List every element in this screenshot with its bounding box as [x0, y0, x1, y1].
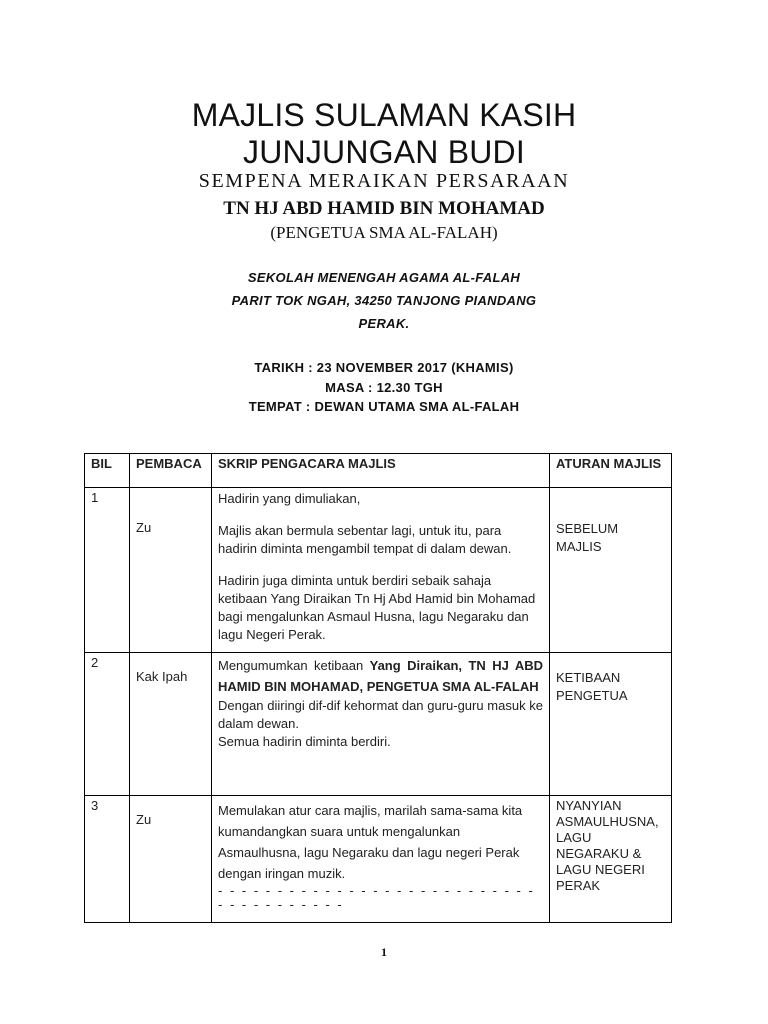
row-1-aturan-cell [550, 488, 672, 653]
row-1-skrip-p2: Majlis akan bermula sebentar lagi, untuk itu, para hadirin diminta mengambil tempat di dalam dewan. [218, 523, 512, 556]
row-3-bil: 3 [85, 796, 130, 923]
row-1-pembaca: Zu [136, 520, 152, 535]
row-1-aturan: SEBELUM MAJLIS [556, 521, 619, 554]
page-number: 1 [381, 945, 387, 959]
row-3-separator: - - - - - - - - - - - - - - - - - - - - - - - - - - - - - - - - - - - - - - [218, 883, 535, 912]
row-3-skrip [212, 796, 550, 923]
header-aturan: ATURAN MAJLIS [550, 454, 672, 488]
row-1-bil: 1 [85, 488, 130, 653]
row-2-skrip-p3: Semua hadirin diminta berdiri. [218, 734, 391, 749]
row-3-aturan-text: NYANYIAN ASMAULHUSNA, LAGU NEGARAKU & LAGU NEGERI PERAK [556, 798, 659, 893]
row-1-skrip-p1: Hadirin yang dimuliakan, [218, 491, 361, 506]
row-3-pembaca: Zu [136, 812, 152, 827]
program-table [84, 453, 672, 923]
header-skrip: SKRIP PENGACARA MAJLIS [212, 454, 550, 488]
header-bil: BIL [85, 454, 130, 488]
honoree-position: (PENGETUA SMA AL-FALAH) [270, 223, 498, 242]
row-1-skrip-p3: Hadirin juga diminta untuk berdiri sebaik sahaja ketibaan Yang Diraikan Tn Hj Abd Hamid bin Mohamad bagi mengalunkan Asmaul Husna, lagu Negaraku dan lagu Negeri Perak. [218, 573, 536, 642]
row-1-pembaca-cell [130, 488, 212, 653]
row-1-skrip [212, 488, 550, 653]
row-2-bil: 2 [85, 653, 130, 796]
row-2-skrip-p1-plain: Mengumumkan ketibaan [218, 658, 370, 673]
row-2-skrip-p2: Dengan diiringi dif-dif kehormat dan guru-guru masuk ke dalam dewan. [218, 698, 543, 731]
table-row [85, 653, 672, 796]
row-2-aturan-cell [550, 653, 672, 796]
row-3-aturan [550, 796, 672, 923]
title-line-1: MAJLIS SULAMAN KASIH [191, 97, 577, 133]
row-3-skrip-p1: Memulakan atur cara majlis, marilah sama-sama kita kumandangkan suara untuk mengalunkan Asmaulhusna, lagu Negaraku dan lagu negeri Perak dengan iringan muzik. [218, 803, 523, 881]
title-line-2: JUNJUNGAN BUDI [243, 134, 525, 170]
school-address-line-2: PERAK. [358, 316, 410, 331]
table-row [85, 488, 672, 653]
row-2-skrip [212, 653, 550, 796]
row-2-pembaca-cell [130, 653, 212, 796]
subtitle: SEMPENA MERAIKAN PERSARAAN [198, 170, 570, 192]
table-row [85, 796, 672, 923]
event-venue: TEMPAT : DEWAN UTAMA SMA AL-FALAH [248, 399, 520, 414]
event-time: MASA : 12.30 TGH [325, 380, 443, 395]
school-name: SEKOLAH MENENGAH AGAMA AL-FALAH [247, 270, 521, 285]
table-header-row [85, 454, 672, 488]
event-date: TARIKH : 23 NOVEMBER 2017 (KHAMIS) [254, 360, 514, 375]
row-3-pembaca-cell [130, 796, 212, 923]
row-2-aturan: KETIBAAN PENGETUA [556, 670, 628, 703]
row-2-skrip-p1-bold: Yang Diraikan, TN HJ ABD HAMID BIN MOHAMAD, PENGETUA SMA AL-FALAH [218, 658, 543, 694]
header-pembaca: PEMBACA [130, 454, 212, 488]
honoree-name: TN HJ ABD HAMID BIN MOHAMAD [223, 198, 545, 219]
row-2-pembaca: Kak Ipah [136, 669, 188, 684]
school-address-line-1: PARIT TOK NGAH, 34250 TANJONG PIANDANG [231, 293, 537, 308]
row-2-skrip-p1 [218, 655, 543, 697]
